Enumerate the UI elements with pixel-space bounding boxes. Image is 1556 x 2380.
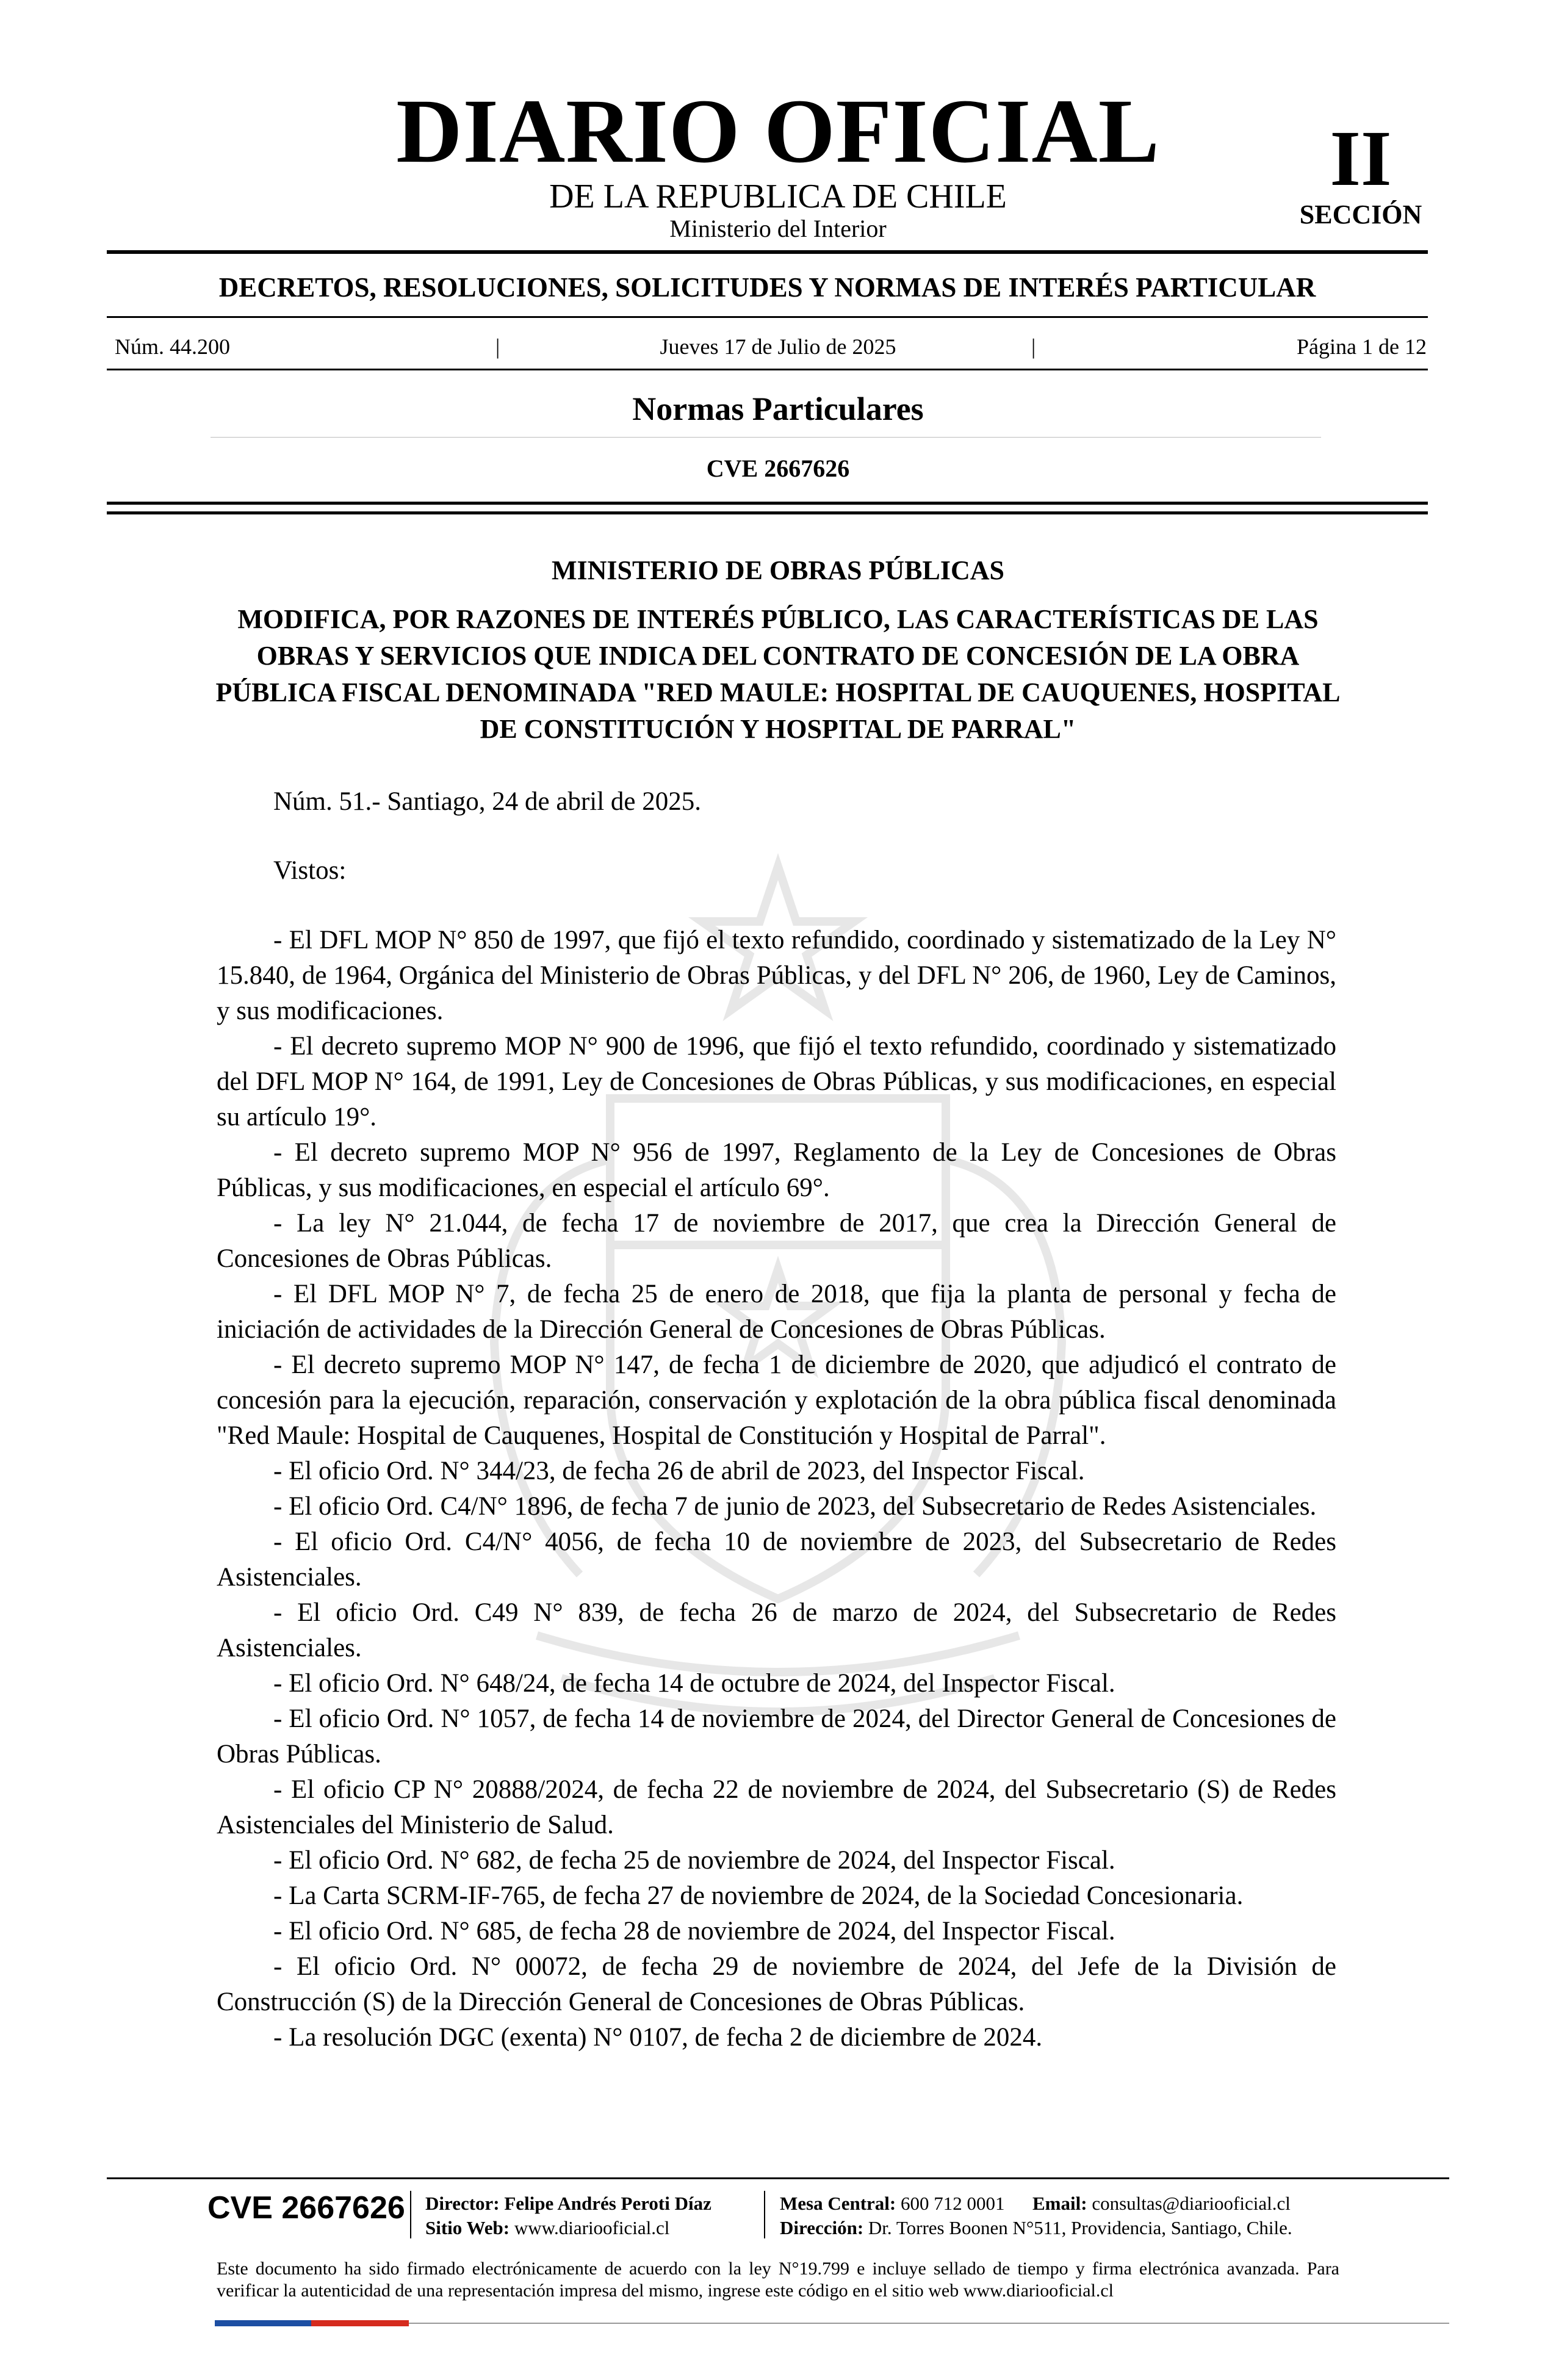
footer-base-rule	[409, 2323, 1449, 2324]
meta-separator: |	[1031, 334, 1036, 359]
vistos-item: - El oficio Ord. N° 00072, de fecha 29 de noviembre de 2024, del Jefe de la División de Construcción (S) de la Dirección General de Concesiones de Obras Públicas.	[217, 1952, 1336, 2016]
flag-stripe-red	[311, 2320, 409, 2326]
phone-label: Mesa Central:	[780, 2193, 896, 2214]
footer-divider	[410, 2191, 411, 2238]
vistos-item: - El oficio Ord. N° 1057, de fecha 14 de noviembre de 2024, del Director General de Concesiones de Obras Públicas.	[217, 1704, 1336, 1769]
page-indicator: Página 1 de 12	[1297, 334, 1427, 359]
vistos-item: - El oficio Ord. N° 685, de fecha 28 de noviembre de 2024, del Inspector Fiscal.	[273, 1917, 1115, 1945]
vistos-list	[217, 923, 1336, 2055]
vistos-item: - El oficio CP N° 20888/2024, de fecha 22 de noviembre de 2024, del Subsecretario (S) de Redes Asistenciales del Ministerio de Salud.	[217, 1775, 1336, 1839]
vistos-item: - La Carta SCRM-IF-765, de fecha 27 de noviembre de 2024, de la Sociedad Concesionaria.	[273, 1881, 1244, 1910]
masthead-rule	[107, 250, 1428, 254]
website-label: Sitio Web:	[425, 2217, 510, 2238]
vistos-item: - La resolución DGC (exenta) N° 0107, de fecha 2 de diciembre de 2024.	[273, 2023, 1043, 2052]
vistos-item: - El oficio Ord. C49 N° 839, de fecha 26 de marzo de 2024, del Subsecretario de Redes Asistenciales.	[217, 1598, 1336, 1662]
masthead-title: DIARIO OFICIAL	[396, 81, 1160, 182]
banner-rule	[107, 316, 1428, 318]
footer-address	[780, 2216, 1292, 2240]
email-label: Email:	[1032, 2193, 1087, 2214]
vistos-item: - El oficio Ord. N° 344/23, de fecha 26 de abril de 2023, del Inspector Fiscal.	[273, 1457, 1085, 1485]
banner-heading: DECRETOS, RESOLUCIONES, SOLICITUDES Y NORMAS DE INTERÉS PARTICULAR	[218, 272, 1316, 303]
ministry-heading: MINISTERIO DE OBRAS PÚBLICAS	[551, 555, 1005, 585]
director-label: Director:	[425, 2193, 500, 2214]
flag-stripe-blue	[215, 2320, 311, 2326]
header-rule-bottom	[107, 511, 1428, 514]
vistos-item: - El oficio Ord. C4/N° 4056, de fecha 10 de noviembre de 2023, del Subsecretario de Redes Asistenciales.	[217, 1527, 1336, 1592]
issue-date: Jueves 17 de Julio de 2025	[660, 334, 896, 359]
address-text: Dr. Torres Boonen N°511, Providencia, Santiago, Chile.	[868, 2217, 1292, 2238]
decree-number: Núm. 51.- Santiago, 24 de abril de 2025.	[273, 787, 702, 816]
footer-website	[425, 2216, 669, 2240]
vistos-item: - El DFL MOP N° 7, de fecha 25 de enero de 2018, que fija la planta de personal y fecha de iniciación de actividades de la Dirección General de Concesiones de Obras Públicas.	[217, 1280, 1336, 1344]
masthead-ministry: Ministerio del Interior	[669, 215, 887, 242]
footer-contact	[780, 2192, 1291, 2215]
vistos-label: Vistos:	[273, 856, 347, 885]
website-link[interactable]: www.diariooficial.cl	[514, 2217, 670, 2238]
issue-number: Núm. 44.200	[115, 334, 230, 359]
footer-divider	[764, 2191, 765, 2238]
decree-title: MODIFICA, POR RAZONES DE INTERÉS PÚBLICO, LAS CARACTERÍSTICAS DE LAS OBRAS Y SERVICIOS QUE INDICA DEL CONTRATO DE CONCESIÓN DE LA OBRA PÚBLICA FISCAL DENOMINADA "RED MAULE: HOSPITAL DE CAUQUENES, HOSPITAL DE CONSTITUCIÓN Y HOSPITAL DE PARRAL"	[215, 604, 1341, 744]
footer-director	[425, 2192, 711, 2215]
vistos-item: - El oficio Ord. N° 682, de fecha 25 de noviembre de 2024, del Inspector Fiscal.	[273, 1846, 1115, 1875]
vistos-item: - El DFL MOP N° 850 de 1997, que fijó el texto refundido, coordinado y sistematizado de la Ley N° 15.840, de 1964, Orgánica del Ministerio de Obras Públicas, y del DFL N° 206, de 1960, Ley de Caminos, y sus modificaciones.	[217, 926, 1336, 1025]
meta-rule	[107, 369, 1428, 370]
section-title: Normas Particulares	[632, 391, 924, 427]
header-rule-top	[107, 502, 1428, 505]
section-divider	[211, 437, 1321, 438]
section-label: SECCIÓN	[1299, 200, 1422, 229]
address-label: Dirección:	[780, 2217, 864, 2238]
email-link[interactable]: consultas@diariooficial.cl	[1092, 2193, 1291, 2214]
vistos-item: - La ley N° 21.044, de fecha 17 de noviembre de 2017, que crea la Dirección General de Concesiones de Obras Públicas.	[217, 1209, 1336, 1273]
vistos-item: - El decreto supremo MOP N° 900 de 1996, que fijó el texto refundido, coordinado y sistematizado del DFL MOP N° 164, de 1991, Ley de Concesiones de Obras Públicas, y sus modificaciones, en especial su artículo 19°.	[217, 1032, 1336, 1131]
section-number: II	[1330, 115, 1392, 203]
vistos-item: - El oficio Ord. C4/N° 1896, de fecha 7 de junio de 2023, del Subsecretario de Redes Asistenciales.	[273, 1492, 1317, 1521]
cve-code: CVE 2667626	[706, 455, 850, 482]
meta-separator: |	[495, 334, 500, 359]
phone-number: 600 712 0001	[901, 2193, 1005, 2214]
vistos-item: - El decreto supremo MOP N° 147, de fecha 1 de diciembre de 2020, que adjudicó el contrato de concesión para la ejecución, reparación, conservación y explotación de la obra pública fiscal denominada "Red Maule: Hospital de Cauquenes, Hospital de Constitución y Hospital de Parral".	[217, 1350, 1336, 1450]
footer-cve: CVE 2667626	[207, 2190, 405, 2226]
footer-notice: Este documento ha sido firmado electrónicamente de acuerdo con la ley N°19.799 e incluye sellado de tiempo y firma electrónica avanzada. Para verificar la autenticidad de una representación impresa del mismo, ingrese este código en el sitio web www.diariooficial.cl	[217, 2259, 1339, 2301]
vistos-item: - El decreto supremo MOP N° 956 de 1997, Reglamento de la Ley de Concesiones de Obras Públicas, y sus modificaciones, en especial el artículo 69°.	[217, 1138, 1336, 1202]
masthead-subtitle: DE LA REPUBLICA DE CHILE	[549, 178, 1007, 215]
director-name: Felipe Andrés Peroti Díaz	[504, 2193, 711, 2214]
vistos-item: - El oficio Ord. N° 648/24, de fecha 14 de octubre de 2024, del Inspector Fiscal.	[273, 1669, 1115, 1698]
footer-rule	[107, 2177, 1449, 2179]
